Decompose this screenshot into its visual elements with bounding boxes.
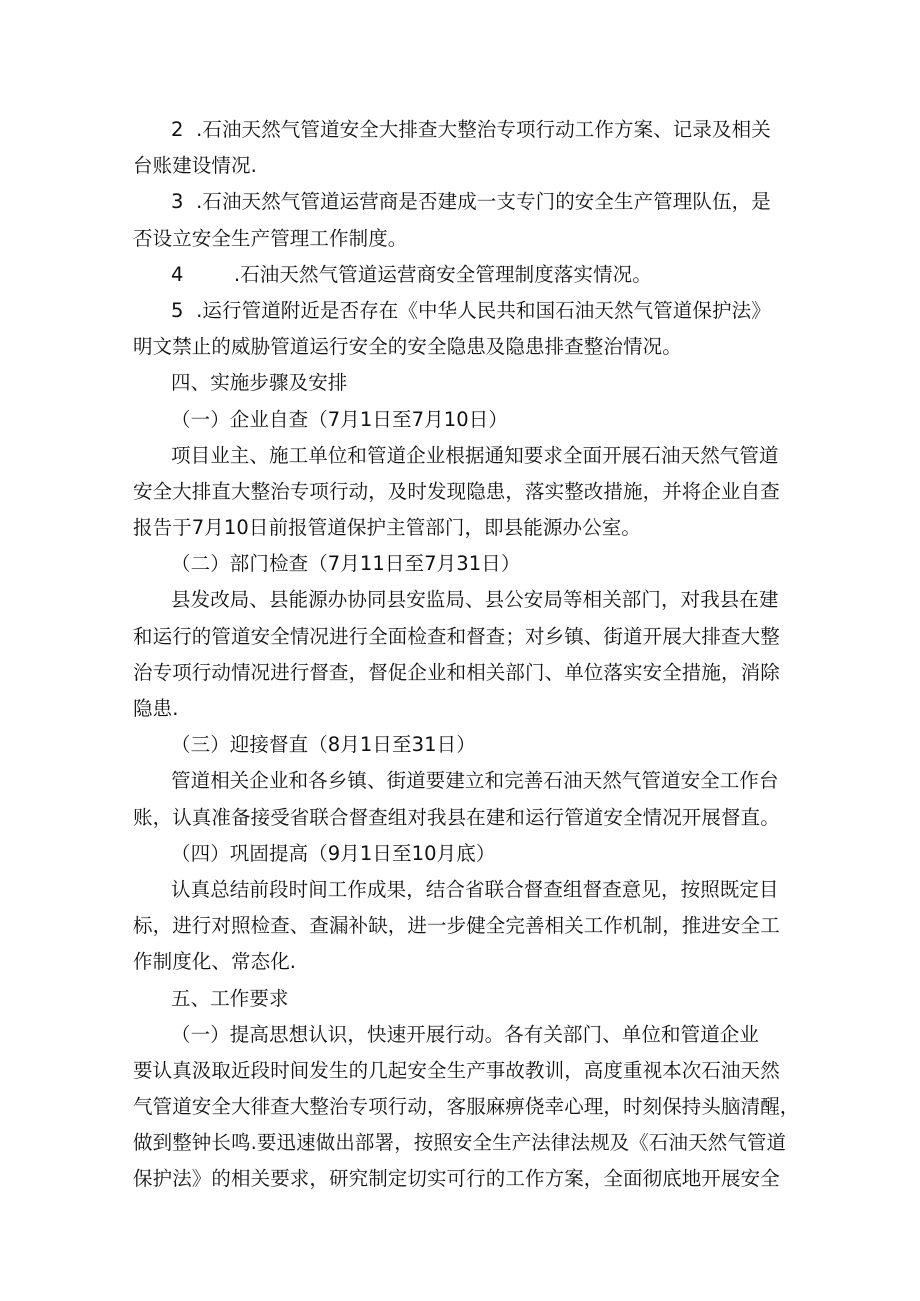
paragraph-line: 做到整钟长鸣.要迅速做出部署，按照安全生产法律法规及《石油天然气管道: [133, 1131, 787, 1155]
paragraph-line: 管道相关企业和各乡镇、街道要建立和完善石油天然气管道安全工作台: [171, 769, 779, 793]
paragraph-line: 气管道安全大徘查大整治专项行动，客服麻痹侥幸心理，时刻保持头脑清醒，: [133, 1095, 800, 1119]
paragraph-line: 5 .运行管道附近是否存在《中华人民共和国石油天然气管道保护法》: [171, 298, 771, 322]
paragraph-line: 作制度化、常态化.: [133, 950, 297, 974]
paragraph-line: 报告于7月10日前报管道保护主管部门，即县能源办公室。: [133, 516, 641, 540]
paragraph-line: 安全大排直大整治专项行动，及时发现隐患，落实整改措施，并将企业自查: [133, 479, 780, 503]
paragraph-line: 认真总结前段时间工作成果，结合省联合督查组督查意见，按照既定目: [171, 877, 779, 901]
subsection-heading: （四）巩固提高（9月1日至10月底）: [171, 841, 496, 865]
paragraph-line: 治专项行动情况进行督查，督促企业和相关部门、单位落实安全措施，消除: [133, 660, 780, 684]
section-heading: 五、工作要求: [171, 986, 289, 1010]
paragraph-line: 明文禁止的威胁管道运行安全的安全隐患及隐患排查整治情况。: [133, 335, 682, 359]
paragraph-line: 项目业主、施工单位和管道企业根据通知要求全面开展石油天然气管道: [171, 443, 779, 467]
paragraph-line: 账，认真准备接受省联合督查组对我县在建和运行管道安全情况开展督直。: [133, 805, 780, 829]
section-heading: 四、实施步骤及安排: [171, 371, 348, 395]
document-page: [133, 112, 801, 1198]
paragraph-line: 否设立安全生产管理工作制度。: [133, 226, 408, 250]
paragraph-line: 2 .石油天然气管道安全大排查大整治专项行动工作方案、记录及相关: [171, 118, 771, 141]
paragraph-line: 台账建设情况.: [133, 154, 257, 178]
paragraph-line: 要认真汲取近段时间发生的几起安全生产事故教训，高度重视本次石油天然: [133, 1058, 780, 1082]
paragraph-line: 3 .石油天然气管道运营商是否建成一支专门的安全生产管理队伍，是: [171, 190, 771, 214]
subsection-heading: （一）企业自查（7月1日至7月10日）: [171, 407, 508, 431]
paragraph-line: 标，进行对照检查、查漏补缺，进一步健全完善相关工作机制，推进安全工: [133, 914, 780, 938]
paragraph-line: （一）提高思想认识，快速开展行动。各有关部门、单位和管道企业: [171, 1022, 760, 1046]
subsection-heading: （二）部门检查（7月11日至7月31日）: [171, 552, 521, 576]
paragraph-line: 隐患.: [133, 697, 179, 720]
subsection-heading: （三）迎接督直（8月1日至31日）: [171, 733, 476, 757]
paragraph-line: 保护法》的相关要求，研究制定切实可行的工作方案，全面彻底地开展安全: [133, 1167, 780, 1191]
paragraph-line: 和运行的管道安全情况进行全面检查和督查；对乡镇、街道开展大排查大整: [133, 624, 780, 648]
paragraph-line: 县发改局、县能源办协同县安监局、县公安局等相关部门，对我县在建: [171, 588, 779, 612]
paragraph-line: 4 .石油天然气管道运营商安全管理制度落实情况。: [171, 262, 652, 286]
